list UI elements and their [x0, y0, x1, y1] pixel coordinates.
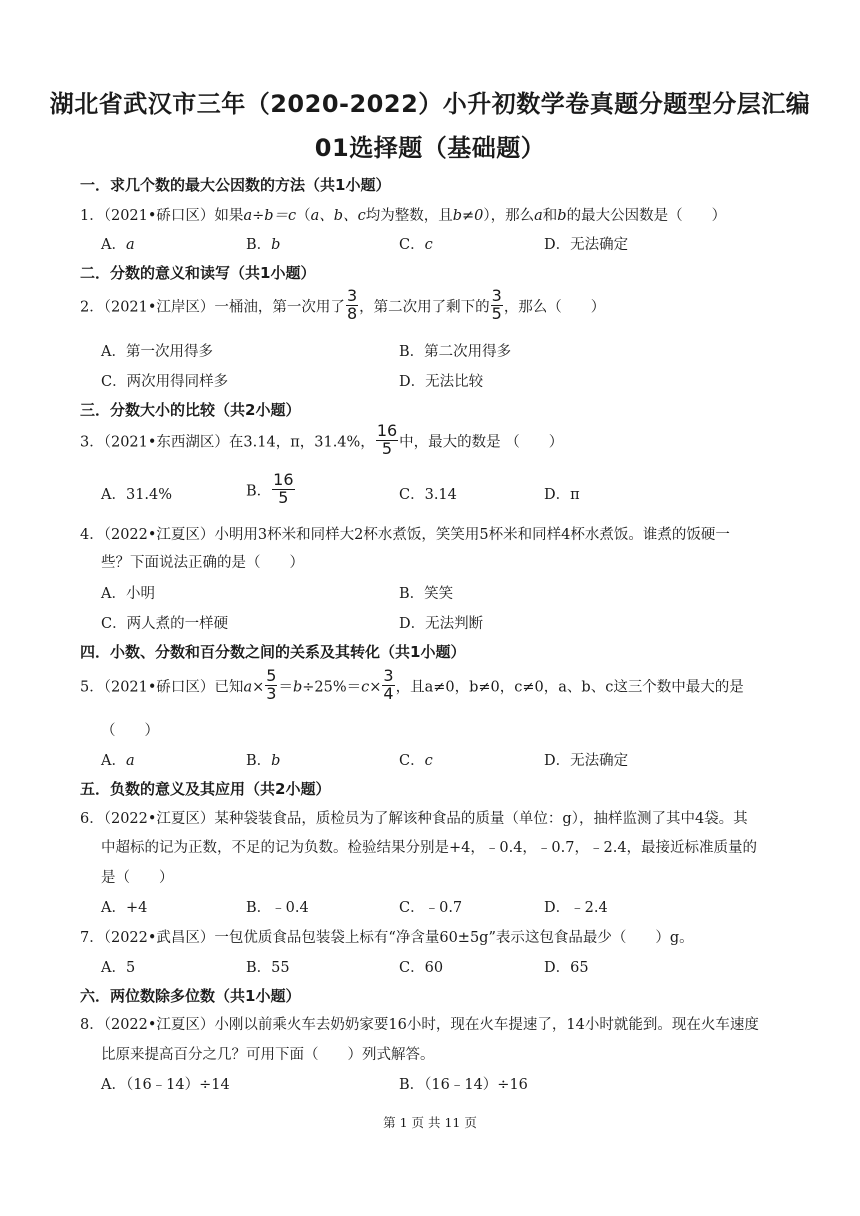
section-heading: 六．两位数除多位数（共1小题） [80, 987, 301, 1005]
option-text: b [271, 237, 281, 253]
question-6: 6．（2022•江夏区）某种袋装食品，质检员为了解该种食品的质量（单位：g），抽样监测了其中4袋。其 [80, 811, 748, 827]
q2-mid: ，第二次用了剩下的 [359, 299, 490, 316]
fraction [382, 668, 394, 703]
section-heading: 五．负数的意义及其应用（共2小题） [80, 780, 331, 798]
option-d: D．无法判断 [399, 616, 484, 632]
option-b [246, 470, 296, 509]
numerator: 16 [273, 470, 294, 489]
option-d: D．π [544, 487, 580, 503]
option-a: A．（16﹣14）÷14 [101, 1077, 230, 1093]
question-5-cont: （ ） [101, 723, 159, 739]
question-4-cont: 些？下面说法正确的是（ ） [101, 555, 304, 571]
option-b: B．（16﹣14）÷16 [399, 1077, 528, 1093]
option-d: D．无法比较 [399, 374, 484, 390]
denominator: 4 [383, 683, 394, 703]
q5-prefix: 5．（2021•硚口区）已知 [80, 679, 244, 696]
option-c: C．﹣0.7 [399, 900, 463, 916]
q3-suffix: 中，最大的数是 （ ） [399, 434, 564, 451]
q1-rest2: ），那么 [483, 208, 535, 224]
option-a: A．第一次用得多 [101, 344, 213, 360]
fraction [346, 288, 358, 323]
question-2 [80, 286, 780, 325]
option-a: A．5 [101, 960, 136, 976]
option-text: c [424, 753, 433, 769]
q1-expr: a÷b＝c [243, 208, 297, 224]
question-5 [80, 666, 780, 705]
q1-cond: b≠0 [452, 208, 484, 224]
question-8-cont: 比原来提高百分之几？可用下面（ ）列式解答。 [101, 1047, 435, 1063]
option-letter: B． [246, 483, 272, 500]
denominator: 5 [491, 303, 502, 323]
option-d: D．无法确定 [544, 237, 629, 253]
section-heading: 三．分数大小的比较（共2小题） [80, 401, 301, 419]
fraction [376, 423, 398, 458]
option-d: D．无法确定 [544, 753, 629, 769]
q2-suffix: ，那么（ ） [503, 299, 606, 316]
q1-b: b [557, 208, 567, 224]
question-7: 7．（2022•武昌区）一包优质食品包装袋上标有“净含量60±5g”表示这包食品最少（ ）g。 [80, 930, 694, 946]
option-c: C．60 [399, 960, 444, 976]
q5-a: a [243, 679, 253, 696]
q1-mid: （ [296, 208, 311, 224]
option-a [101, 749, 135, 770]
option-a: A．+4 [101, 900, 148, 916]
option-b [246, 233, 280, 254]
option-c: C．两次用得同样多 [101, 374, 229, 390]
fraction [272, 472, 294, 507]
numerator: 3 [346, 286, 358, 305]
option-b [246, 749, 280, 770]
option-c: C．3.14 [399, 487, 457, 503]
q5-times: × [252, 679, 265, 696]
numerator: 3 [491, 286, 502, 305]
question-6-cont: 中超标的记为正数，不足的记为负数。检验结果分别是+4，﹣0.4，﹣0.7，﹣2.4，最接近标准质量的 [101, 840, 758, 856]
q3-prefix: 3．（2021•东西湖区）在3.14，π，31.4%， [80, 434, 375, 451]
question-6-cont: 是（ ） [101, 870, 174, 886]
option-c [399, 749, 433, 770]
q1-a: a [534, 208, 543, 224]
q1-rest3: 的最大公因数是（ ） [566, 208, 727, 224]
q5-eq: ＝ [278, 679, 293, 696]
page-footer: 第 1 页 共 11 页 [383, 1115, 477, 1130]
option-b: B．﹣0.4 [246, 900, 309, 916]
option-b: B．55 [246, 960, 290, 976]
option-d: D．65 [544, 960, 589, 976]
section-heading: 二．分数的意义和读写（共1小题） [80, 264, 316, 282]
q1-and: 和 [542, 208, 558, 224]
section-heading: 四．小数、分数和百分数之间的关系及其转化（共1小题） [80, 643, 466, 661]
q1-prefix: 1．（2021•硚口区）如果 [80, 208, 244, 224]
denominator: 5 [381, 438, 393, 458]
option-text: a [125, 753, 135, 769]
numerator: 5 [266, 666, 277, 685]
option-text: a [125, 237, 135, 253]
option-c [399, 233, 433, 254]
question-3 [80, 421, 780, 460]
q5-c: c [361, 679, 370, 696]
option-letter: A． [101, 237, 126, 253]
option-a [101, 233, 135, 254]
denominator: 8 [346, 303, 358, 323]
option-a: A．小明 [101, 586, 155, 602]
q2-prefix: 2．（2021•江岸区）一桶油，第一次用了 [80, 299, 345, 316]
numerator: 3 [383, 666, 394, 685]
denominator: 3 [266, 683, 277, 703]
option-d: D．﹣2.4 [544, 900, 608, 916]
doc-subtitle: 01选择题（基础题） [314, 134, 546, 162]
q5-times2: × [369, 679, 382, 696]
numerator: 16 [376, 421, 398, 440]
q5-div: ÷25%＝ [302, 679, 362, 696]
option-a: A．31.4% [101, 487, 173, 503]
q5-cond: ，且a≠0，b≠0，c≠0，a、b、c这三个数中最大的是 [395, 679, 744, 696]
option-letter: C． [399, 753, 425, 769]
doc-title: 湖北省武汉市三年（2020-2022）小升初数学卷真题分题型分层汇编 [49, 90, 811, 118]
denominator: 5 [278, 487, 289, 507]
question-4: 4．（2022•江夏区）小明用3杯米和同样大2杯水煮饭，笑笑用5杯米和同样4杯水煮饭。谁煮的饭硬一 [80, 527, 730, 543]
option-letter: B． [246, 237, 272, 253]
option-letter: A． [101, 753, 126, 769]
fraction [491, 288, 503, 323]
option-text: b [271, 753, 281, 769]
option-letter: B． [246, 753, 272, 769]
q5-b: b [292, 679, 303, 696]
option-b: B．第二次用得多 [399, 344, 512, 360]
option-b: B．笑笑 [399, 586, 454, 602]
question-1 [80, 204, 780, 225]
q1-rest1: 均为整数，且 [365, 208, 453, 224]
option-c: C．两人煮的一样硬 [101, 616, 229, 632]
q1-vars: a、b、c [310, 208, 366, 224]
question-8: 8．（2022•江夏区）小刚以前乘火车去奶奶家要16小时，现在火车提速了，14小时就能到。现在火车速度 [80, 1017, 759, 1033]
option-text: c [424, 237, 433, 253]
option-letter: C． [399, 237, 425, 253]
section-heading: 一．求几个数的最大公因数的方法（共1小题） [80, 176, 391, 194]
fraction [265, 668, 277, 703]
